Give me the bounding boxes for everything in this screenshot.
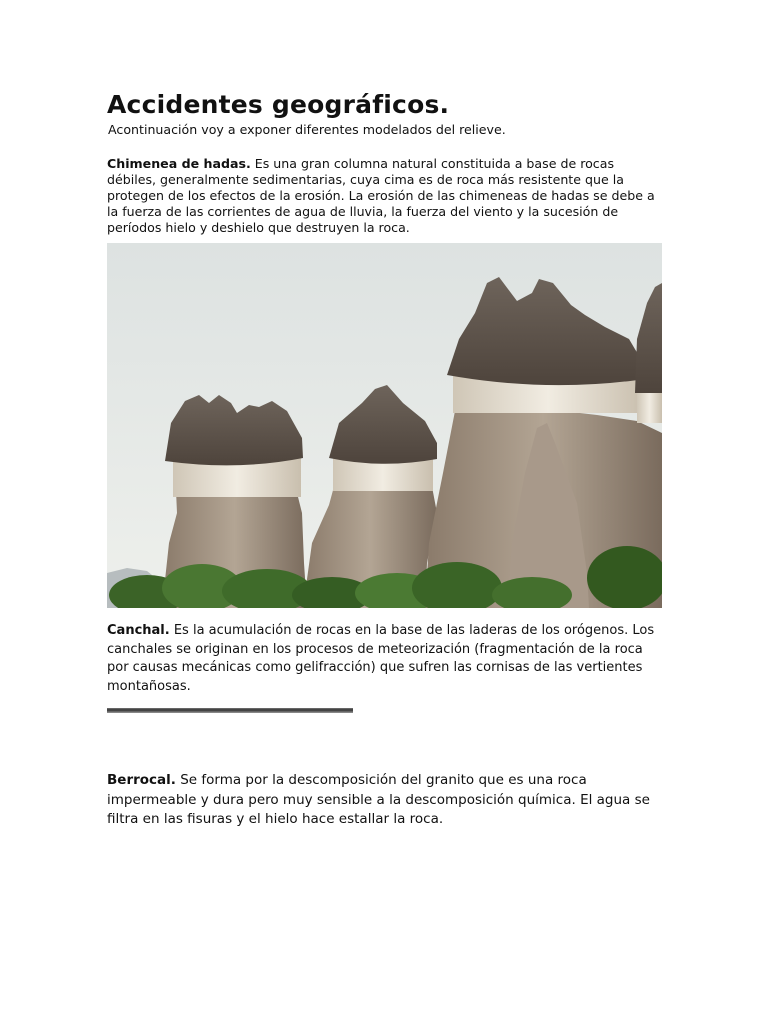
section-text: Se forma por la descomposición del granito que es una roca impermeable y dura pero muy sensible a la descomposición química. El agua se filtra en las fisuras y el hielo hace estallar la roca.	[107, 772, 650, 827]
intro-text: Acontinuación voy a exponer diferentes modelados del relieve.	[108, 122, 506, 137]
document-page	[107, 88, 663, 830]
section-term: Canchal.	[107, 623, 170, 638]
section-term: Berrocal.	[107, 772, 176, 788]
cropped-image-strip	[107, 708, 353, 713]
section-term: Chimenea de hadas.	[107, 156, 251, 171]
section-canchal	[107, 622, 663, 696]
fairy-chimneys-photo	[107, 243, 662, 608]
section-text: Es una gran columna natural constituida a base de rocas débiles, generalmente sedimentarias, cuya cima es de roca más resistente que la protegen de los efectos de la erosión. La erosión de las chimeneas de hadas se debe a la fuerza de las corrientes de agua de lluvia, la fuerza del viento y la sucesión de períodos hielo y deshielo que destruyen la roca.	[107, 156, 655, 235]
section-text: Es la acumulación de rocas en la base de las laderas de los orógenos. Los canchales se originan en los procesos de meteorización (fragmentación de la roca por causas mecánicas como gelifracción) que sufren las cornisas de las vertientes montañosas.	[107, 623, 655, 694]
page-title: Accidentes geográficos.	[107, 90, 450, 119]
section-chimenea-de-hadas	[107, 156, 663, 236]
section-berrocal	[107, 771, 663, 830]
